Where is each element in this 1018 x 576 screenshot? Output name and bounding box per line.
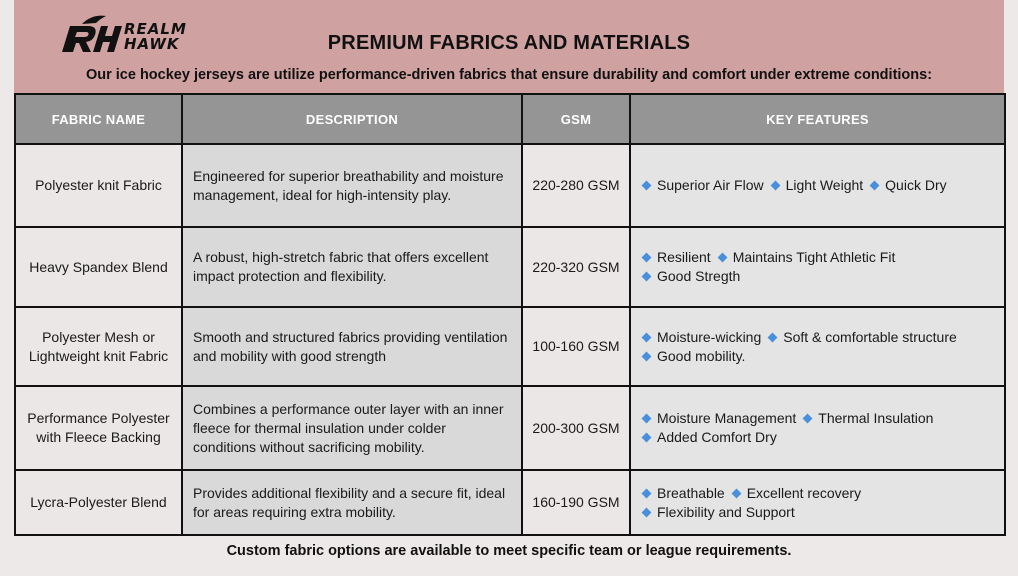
fabric-name-cell: Polyester knit Fabric	[15, 144, 182, 227]
feature-label: Good mobility.	[657, 347, 746, 364]
feature-label: Breathable	[657, 484, 725, 501]
brand-line-2: HAWK	[124, 35, 180, 53]
gsm-cell: 160-190 GSM	[522, 470, 630, 535]
features-cell	[630, 470, 1005, 535]
feature-item	[871, 176, 946, 195]
diamond-bullet-icon	[642, 433, 652, 443]
feature-item	[643, 176, 764, 195]
feature-label: Flexibility and Support	[657, 503, 795, 520]
diamond-bullet-icon	[642, 181, 652, 191]
page-title: PREMIUM FABRICS AND MATERIALS	[327, 32, 691, 54]
fabric-name-cell: Performance Polyester with Fleece Backing	[15, 386, 182, 470]
feature-label: Added Comfort Dry	[657, 429, 777, 445]
table-row	[15, 227, 1005, 307]
diamond-bullet-icon	[642, 414, 652, 424]
diamond-bullet-icon	[717, 253, 727, 263]
feature-item	[772, 176, 864, 195]
feature-item	[643, 248, 711, 267]
gsm-cell: 220-320 GSM	[522, 227, 630, 307]
feature-item	[643, 267, 740, 286]
feature-label: Soft & comfortable structure	[783, 328, 957, 345]
feature-label: Resilient	[657, 249, 711, 265]
fabric-name-cell: Polyester Mesh or Lightweight knit Fabric	[15, 307, 182, 386]
feature-label: Good Stregth	[657, 268, 741, 284]
feature-item	[719, 248, 896, 267]
feature-item	[733, 484, 861, 503]
feature-label: Excellent recovery	[746, 484, 862, 501]
page-subtitle: Our ice hockey jerseys are utilize performance-driven fabrics that ensure durability and comfort under extreme conditions:	[85, 67, 933, 83]
feature-label: Thermal Insulation	[818, 410, 934, 426]
diamond-bullet-icon	[642, 488, 652, 498]
feature-label: Moisture Management	[657, 410, 797, 426]
feature-label: Quick Dry	[885, 177, 947, 193]
features-cell	[630, 386, 1005, 470]
fabrics-table	[14, 93, 1006, 536]
table-row	[15, 307, 1005, 386]
table-row	[15, 144, 1005, 227]
feature-item	[769, 328, 957, 347]
diamond-bullet-icon	[642, 272, 652, 282]
feature-label: Superior Air Flow	[657, 177, 764, 193]
header-fabric-name: FABRIC NAME	[15, 94, 182, 144]
diamond-bullet-icon	[770, 181, 780, 191]
features-cell	[630, 307, 1005, 386]
brand-line-1: REALM	[124, 20, 187, 38]
diamond-bullet-icon	[768, 332, 778, 342]
description-cell: Smooth and structured fabrics providing ventilation and mobility with good strength	[182, 307, 522, 386]
feature-item	[643, 503, 795, 522]
table-row	[15, 470, 1005, 535]
feature-item	[643, 328, 761, 347]
diamond-bullet-icon	[870, 181, 880, 191]
gsm-cell: 100-160 GSM	[522, 307, 630, 386]
description-cell: Combines a performance outer layer with an inner fleece for thermal insulation under colder conditions without sacrificing mobility.	[182, 386, 522, 470]
description-cell: Engineered for superior breathability and moisture management, ideal for high-intensity play.	[182, 144, 522, 227]
feature-item	[643, 347, 745, 366]
table-header-row	[15, 94, 1005, 144]
feature-item	[643, 409, 796, 428]
diamond-bullet-icon	[731, 488, 741, 498]
description-cell: Provides additional flexibility and a secure fit, ideal for areas requiring extra mobility.	[182, 470, 522, 535]
features-cell	[630, 144, 1005, 227]
table-row	[15, 386, 1005, 470]
gsm-cell: 200-300 GSM	[522, 386, 630, 470]
feature-label: Maintains Tight Athletic Fit	[732, 249, 896, 265]
fabric-name-cell: Lycra-Polyester Blend	[15, 470, 182, 535]
diamond-bullet-icon	[803, 414, 813, 424]
diamond-bullet-icon	[642, 351, 652, 361]
header-description: DESCRIPTION	[182, 94, 522, 144]
description-cell: A robust, high-stretch fabric that offers excellent impact protection and flexibility.	[182, 227, 522, 307]
fabric-name-cell: Heavy Spandex Blend	[15, 227, 182, 307]
feature-item	[643, 484, 725, 503]
header-gsm: GSM	[522, 94, 630, 144]
feature-label: Moisture-wicking	[657, 328, 762, 345]
diamond-bullet-icon	[642, 332, 652, 342]
footer-note: Custom fabric options are available to meet specific team or league requirements.	[226, 543, 792, 559]
header-key-features: KEY FEATURES	[630, 94, 1005, 144]
features-cell	[630, 227, 1005, 307]
feature-label: Light Weight	[785, 177, 864, 193]
diamond-bullet-icon	[642, 253, 652, 263]
feature-item	[643, 428, 777, 447]
feature-item	[804, 409, 933, 428]
diamond-bullet-icon	[642, 507, 652, 517]
gsm-cell: 220-280 GSM	[522, 144, 630, 227]
